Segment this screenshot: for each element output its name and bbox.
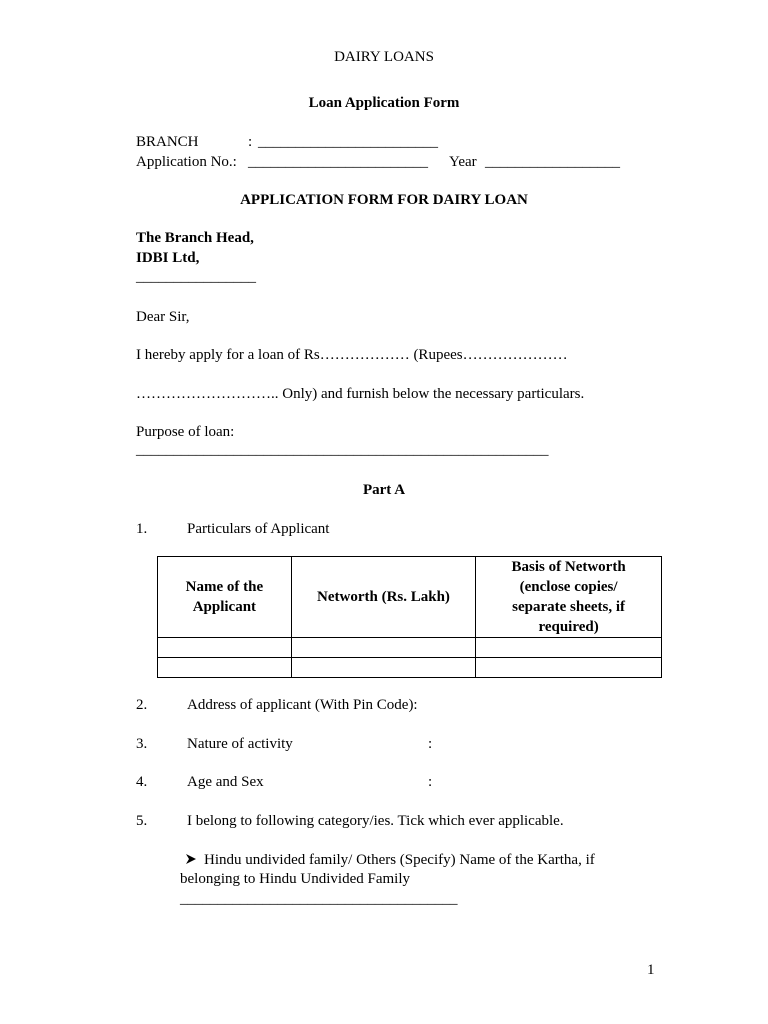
application-no-label: Application No.: bbox=[136, 154, 237, 170]
table-cell[interactable] bbox=[158, 658, 292, 678]
loan-amount-words-line[interactable]: ……………………….. Only) and furnish below the necessary particulars. bbox=[136, 386, 585, 402]
item-number-2: 2. bbox=[136, 697, 148, 713]
item-text-4: Age and Sex bbox=[187, 774, 264, 790]
salutation: Dear Sir, bbox=[136, 309, 190, 325]
applicant-particulars-table bbox=[157, 556, 662, 678]
item-number-1: 1. bbox=[136, 521, 148, 537]
item-text-5: I belong to following category/ies. Tick which ever applicable. bbox=[187, 813, 564, 829]
category-option-line-2: belonging to Hindu Undivided Family bbox=[180, 871, 410, 887]
item-number-3: 3. bbox=[136, 736, 148, 752]
table-header-basis: Basis of Networth (enclose copies/ separate sheets, if required) bbox=[476, 557, 662, 638]
application-no-field[interactable]: ________________________ bbox=[248, 154, 428, 170]
loan-amount-line[interactable]: I hereby apply for a loan of Rs……………… (Rupees………………… bbox=[136, 347, 568, 363]
category-option-line-1[interactable]: Hindu undivided family/ Others (Specify) Name of the Kartha, if bbox=[204, 852, 595, 868]
addressee-line-3[interactable]: ________________ bbox=[136, 269, 256, 285]
table-header-row bbox=[158, 557, 662, 638]
form-heading: APPLICATION FORM FOR DAIRY LOAN bbox=[240, 192, 528, 208]
kartha-name-field[interactable]: _____________________________________ bbox=[180, 891, 458, 907]
page-number: 1 bbox=[647, 962, 655, 978]
table-cell[interactable] bbox=[476, 658, 662, 678]
arrowhead-bullet-icon bbox=[185, 853, 197, 865]
item-number-4: 4. bbox=[136, 774, 148, 790]
document-category: DAIRY LOANS bbox=[334, 49, 434, 65]
branch-colon: : bbox=[248, 134, 253, 150]
table-header-name: Name of the Applicant bbox=[158, 557, 292, 638]
branch-field[interactable]: ________________________ bbox=[258, 134, 438, 150]
item-colon-3: : bbox=[428, 736, 433, 752]
purpose-label: Purpose of loan: bbox=[136, 424, 235, 440]
item-colon-4: : bbox=[428, 774, 433, 790]
year-field[interactable]: __________________ bbox=[485, 154, 620, 170]
table-row bbox=[158, 658, 662, 678]
form-title: Loan Application Form bbox=[308, 95, 460, 111]
table-header-networth: Networth (Rs. Lakh) bbox=[291, 557, 475, 638]
item-number-5: 5. bbox=[136, 813, 148, 829]
branch-label: BRANCH bbox=[136, 134, 199, 150]
purpose-field[interactable]: _______________________________________________________ bbox=[136, 442, 549, 458]
table-cell[interactable] bbox=[476, 638, 662, 658]
table-row bbox=[158, 638, 662, 658]
addressee-line-1: The Branch Head, bbox=[136, 230, 254, 246]
addressee-line-2: IDBI Ltd, bbox=[136, 250, 200, 266]
item-text-3: Nature of activity bbox=[187, 736, 293, 752]
table-cell[interactable] bbox=[158, 638, 292, 658]
table-cell[interactable] bbox=[291, 658, 475, 678]
item-text-1: Particulars of Applicant bbox=[187, 521, 330, 537]
item-text-2: Address of applicant (With Pin Code): bbox=[187, 697, 418, 713]
table-cell[interactable] bbox=[291, 638, 475, 658]
year-label: Year bbox=[449, 154, 477, 170]
part-a-title: Part A bbox=[362, 482, 406, 498]
